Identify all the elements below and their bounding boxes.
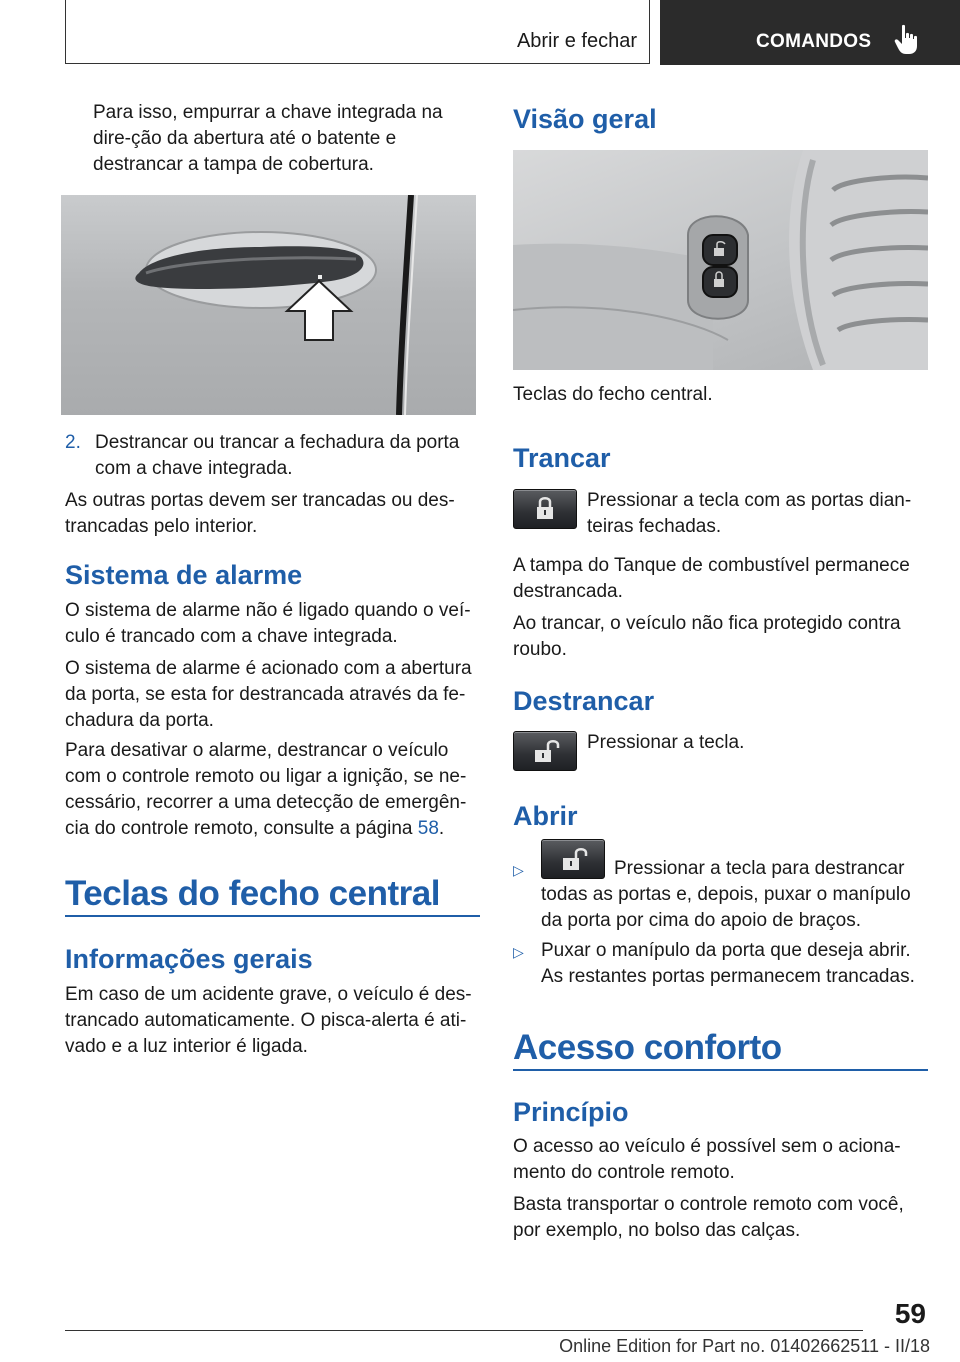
page-link-58[interactable]: 58 xyxy=(417,818,439,839)
page-number: 59 xyxy=(894,1298,926,1329)
alarm-p3-end: . xyxy=(438,818,445,839)
bullet-triangle-icon: ▷ xyxy=(513,862,524,878)
door-handle-photo xyxy=(61,195,476,415)
footer-rule xyxy=(65,1330,863,1331)
unlock-heading: Destrancar xyxy=(513,686,655,716)
other-doors-text: As outras portas devem ser trancadas ou des-trancadas pelo interior. xyxy=(65,490,455,537)
step-text: Destrancar ou trancar a fechadura da porta com a chave integrada. xyxy=(95,432,460,479)
unlock-key-icon xyxy=(513,731,577,771)
lock-heading: Trancar xyxy=(513,443,611,473)
unlock-text: Pressionar a tecla. xyxy=(587,732,745,753)
heading-rule-left xyxy=(65,915,480,917)
alarm-paragraph-3 xyxy=(65,738,480,842)
principle-paragraph-1: O acesso ao veículo é possível sem o aciona-mento do controle remoto. xyxy=(513,1136,901,1183)
heading-rule-right xyxy=(513,1069,928,1071)
intro-paragraph: Para isso, empurrar a chave integrada na dire-ção da abertura até o batente e destrancar a tampa de cobertura. xyxy=(93,102,443,175)
principle-heading: Princípio xyxy=(513,1097,629,1127)
central-lock-keys-photo xyxy=(513,150,928,370)
bullet-triangle-icon: ▷ xyxy=(513,944,524,960)
lock-key-icon xyxy=(513,489,577,529)
comfort-access-heading: Acesso conforto xyxy=(513,1028,782,1067)
hand-pointer-icon xyxy=(894,24,920,56)
lock-paragraph-2: Ao trancar, o veículo não fica protegido contra roubo. xyxy=(513,613,901,660)
principle-paragraph-2: Basta transportar o controle remoto com você, por exemplo, no bolso das calças. xyxy=(513,1194,904,1241)
header-chapter-box xyxy=(660,0,960,65)
lock-paragraph-1: A tampa do Tanque de combustível permanece destrancada. xyxy=(513,555,910,602)
info-heading: Informações gerais xyxy=(65,944,313,974)
alarm-paragraph-2: O sistema de alarme é acionado com a abertura da porta, se esta for destrancada através da fe-chadura da porta. xyxy=(65,658,472,731)
step-number: 2. xyxy=(65,432,81,453)
header-section-title: Abrir e fechar xyxy=(516,30,637,52)
alarm-heading: Sistema de alarme xyxy=(65,560,303,590)
alarm-p3-text: Para desativar o alarme, destrancar o veículo com o controle remoto ou ligar a ignição, se ne-cessário, recorrer a uma detecção de emergên-cia do controle remoto, consulte a página xyxy=(65,740,467,839)
open-bullet-2: Puxar o manípulo da porta que deseja abrir. As restantes portas permanecem trancadas. xyxy=(541,940,915,987)
central-locking-heading: Teclas do fecho central xyxy=(65,874,440,913)
alarm-paragraph-1: O sistema de alarme não é ligado quando o veí-culo é trancado com a chave integrada. xyxy=(65,600,471,647)
overview-heading: Visão geral xyxy=(513,104,657,134)
photo-caption: Teclas do fecho central. xyxy=(513,384,713,405)
header-chapter-title: COMANDOS xyxy=(756,31,872,52)
open-heading: Abrir xyxy=(513,801,578,831)
info-paragraph: Em caso de um acidente grave, o veículo é des-trancado automaticamente. O pisca-alerta é ati-vado e a luz interior é ligada. xyxy=(65,984,472,1057)
lock-text: Pressionar a tecla com as portas dian-teiras fechadas. xyxy=(587,490,912,537)
header-section-box xyxy=(65,0,650,64)
open-bullet-1: Pressionar a tecla para destrancar todas as portas e, depois, puxar o manípulo da porta por cima do apoio de braços. xyxy=(541,858,911,931)
footer-edition: Online Edition for Part no. 01402662511 - II/18 xyxy=(559,1336,930,1356)
